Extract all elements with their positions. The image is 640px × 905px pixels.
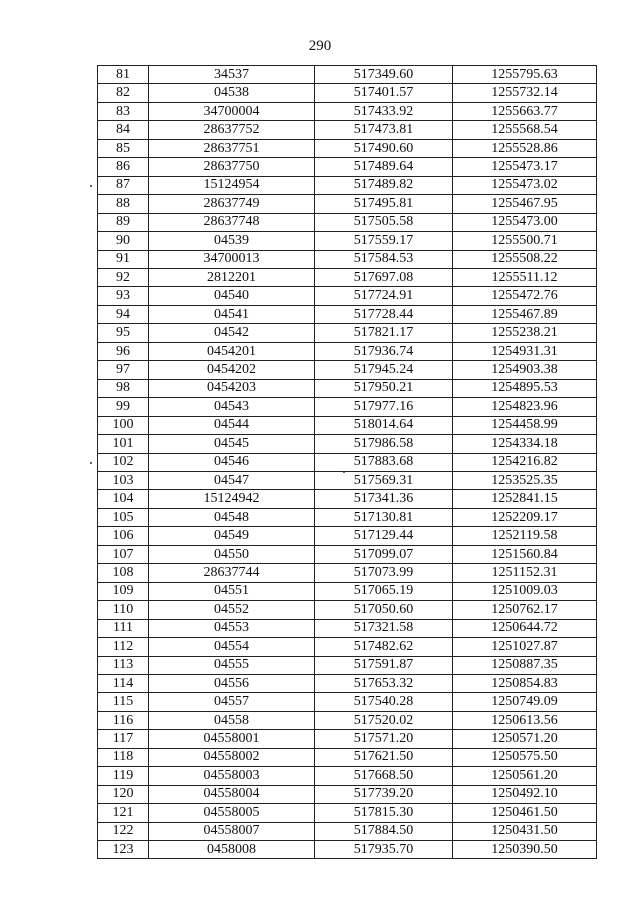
point-id-cell: 04543 [149, 398, 315, 416]
point-number-cell: 96 [98, 342, 149, 360]
x-coordinate-cell: 517653.32 [315, 674, 453, 692]
y-coordinate-cell: 1255528.86 [453, 139, 597, 157]
x-coordinate-cell: 517050.60 [315, 601, 453, 619]
point-number-cell: 84 [98, 121, 149, 139]
page-number: 290 [308, 38, 332, 54]
table-row [98, 158, 597, 176]
table-row [98, 398, 597, 416]
point-id-cell: 04558004 [149, 785, 315, 803]
point-id-cell: 04544 [149, 416, 315, 434]
table-row [98, 638, 597, 656]
table-row [98, 804, 597, 822]
point-number-cell: 119 [98, 767, 149, 785]
table-row [98, 213, 597, 231]
x-coordinate-cell: 517935.70 [315, 841, 453, 859]
point-number-cell: 90 [98, 232, 149, 250]
point-number-cell: 88 [98, 195, 149, 213]
y-coordinate-cell: 1252841.15 [453, 490, 597, 508]
y-coordinate-cell: 1255467.89 [453, 305, 597, 323]
x-coordinate-cell: 517473.81 [315, 121, 453, 139]
y-coordinate-cell: 1250854.83 [453, 674, 597, 692]
point-id-cell: 34537 [149, 66, 315, 84]
x-coordinate-cell: 517490.60 [315, 139, 453, 157]
point-id-cell: 04542 [149, 324, 315, 342]
y-coordinate-cell: 1250461.50 [453, 804, 597, 822]
y-coordinate-cell: 1250492.10 [453, 785, 597, 803]
x-coordinate-cell: 517821.17 [315, 324, 453, 342]
x-coordinate-cell: 517724.91 [315, 287, 453, 305]
y-coordinate-cell: 1255568.54 [453, 121, 597, 139]
x-coordinate-cell: 517065.19 [315, 582, 453, 600]
x-coordinate-cell: 517883.68 [315, 453, 453, 471]
table-row [98, 748, 597, 766]
scan-speck [90, 185, 92, 187]
point-number-cell: 83 [98, 102, 149, 120]
y-coordinate-cell: 1255511.12 [453, 268, 597, 286]
point-number-cell: 117 [98, 730, 149, 748]
x-coordinate-cell: 517349.60 [315, 66, 453, 84]
table-row [98, 601, 597, 619]
y-coordinate-cell: 1254458.99 [453, 416, 597, 434]
point-id-cell: 04558003 [149, 767, 315, 785]
point-id-cell: 04548 [149, 508, 315, 526]
table-row [98, 121, 597, 139]
point-number-cell: 107 [98, 545, 149, 563]
y-coordinate-cell: 1252119.58 [453, 527, 597, 545]
table-row [98, 841, 597, 859]
point-number-cell: 89 [98, 213, 149, 231]
point-id-cell: 34700004 [149, 102, 315, 120]
table-row [98, 416, 597, 434]
y-coordinate-cell: 1250887.35 [453, 656, 597, 674]
x-coordinate-cell: 517321.58 [315, 619, 453, 637]
y-coordinate-cell: 1251152.31 [453, 564, 597, 582]
table-row [98, 84, 597, 102]
table-row [98, 102, 597, 120]
point-id-cell: 04558005 [149, 804, 315, 822]
x-coordinate-cell: 517495.81 [315, 195, 453, 213]
x-coordinate-cell: 517936.74 [315, 342, 453, 360]
point-number-cell: 100 [98, 416, 149, 434]
table-row [98, 490, 597, 508]
point-id-cell: 04545 [149, 435, 315, 453]
point-id-cell: 04550 [149, 545, 315, 563]
y-coordinate-cell: 1252209.17 [453, 508, 597, 526]
point-number-cell: 93 [98, 287, 149, 305]
y-coordinate-cell: 1250561.20 [453, 767, 597, 785]
y-coordinate-cell: 1251009.03 [453, 582, 597, 600]
x-coordinate-cell: 517559.17 [315, 232, 453, 250]
point-number-cell: 98 [98, 379, 149, 397]
x-coordinate-cell: 517950.21 [315, 379, 453, 397]
point-id-cell: 0458008 [149, 841, 315, 859]
y-coordinate-cell: 1254903.38 [453, 361, 597, 379]
x-coordinate-cell: 517073.99 [315, 564, 453, 582]
y-coordinate-cell: 1254216.82 [453, 453, 597, 471]
x-coordinate-cell: 517697.08 [315, 268, 453, 286]
table-row [98, 656, 597, 674]
x-coordinate-cell: 517433.92 [315, 102, 453, 120]
x-coordinate-cell: 517739.20 [315, 785, 453, 803]
y-coordinate-cell: 1253525.35 [453, 471, 597, 489]
table-row [98, 342, 597, 360]
point-id-cell: 04553 [149, 619, 315, 637]
point-id-cell: 04549 [149, 527, 315, 545]
y-coordinate-cell: 1250644.72 [453, 619, 597, 637]
point-id-cell: 0454203 [149, 379, 315, 397]
table-row [98, 471, 597, 489]
point-id-cell: 28637749 [149, 195, 315, 213]
y-coordinate-cell: 1250431.50 [453, 822, 597, 840]
point-id-cell: 28637752 [149, 121, 315, 139]
point-id-cell: 04541 [149, 305, 315, 323]
coordinates-table [97, 65, 597, 859]
table-row [98, 508, 597, 526]
x-coordinate-cell: 517482.62 [315, 638, 453, 656]
table-row [98, 564, 597, 582]
y-coordinate-cell: 1250613.56 [453, 711, 597, 729]
point-number-cell: 113 [98, 656, 149, 674]
point-id-cell: 04552 [149, 601, 315, 619]
x-coordinate-cell: 517489.64 [315, 158, 453, 176]
point-number-cell: 94 [98, 305, 149, 323]
point-id-cell: 28637748 [149, 213, 315, 231]
y-coordinate-cell: 1250575.50 [453, 748, 597, 766]
table-row [98, 453, 597, 471]
y-coordinate-cell: 1255795.63 [453, 66, 597, 84]
x-coordinate-cell: 517129.44 [315, 527, 453, 545]
y-coordinate-cell: 1255500.71 [453, 232, 597, 250]
table-row [98, 268, 597, 286]
x-coordinate-cell: 517520.02 [315, 711, 453, 729]
x-coordinate-cell: 517489.82 [315, 176, 453, 194]
point-id-cell: 15124942 [149, 490, 315, 508]
point-number-cell: 110 [98, 601, 149, 619]
coordinates-table-body [98, 66, 597, 859]
x-coordinate-cell: 517569.31 [315, 471, 453, 489]
y-coordinate-cell: 1254823.96 [453, 398, 597, 416]
y-coordinate-cell: 1251027.87 [453, 638, 597, 656]
table-row [98, 287, 597, 305]
y-coordinate-cell: 1255473.02 [453, 176, 597, 194]
point-id-cell: 04556 [149, 674, 315, 692]
x-coordinate-cell: 517621.50 [315, 748, 453, 766]
y-coordinate-cell: 1250390.50 [453, 841, 597, 859]
point-number-cell: 105 [98, 508, 149, 526]
table-row [98, 527, 597, 545]
point-id-cell: 28637750 [149, 158, 315, 176]
x-coordinate-cell: 517584.53 [315, 250, 453, 268]
point-number-cell: 118 [98, 748, 149, 766]
table-row [98, 379, 597, 397]
scan-speck [90, 462, 92, 464]
point-number-cell: 121 [98, 804, 149, 822]
point-number-cell: 111 [98, 619, 149, 637]
point-number-cell: 95 [98, 324, 149, 342]
y-coordinate-cell: 1254334.18 [453, 435, 597, 453]
point-id-cell: 04558007 [149, 822, 315, 840]
point-id-cell: 04554 [149, 638, 315, 656]
point-id-cell: 04558002 [149, 748, 315, 766]
point-number-cell: 112 [98, 638, 149, 656]
point-id-cell: 04540 [149, 287, 315, 305]
y-coordinate-cell: 1250571.20 [453, 730, 597, 748]
table-row [98, 139, 597, 157]
point-id-cell: 04538 [149, 84, 315, 102]
point-number-cell: 86 [98, 158, 149, 176]
y-coordinate-cell: 1254895.53 [453, 379, 597, 397]
y-coordinate-cell: 1255467.95 [453, 195, 597, 213]
x-coordinate-cell: 517591.87 [315, 656, 453, 674]
y-coordinate-cell: 1255663.77 [453, 102, 597, 120]
x-coordinate-cell: 517986.58 [315, 435, 453, 453]
point-number-cell: 116 [98, 711, 149, 729]
table-row [98, 785, 597, 803]
y-coordinate-cell: 1255508.22 [453, 250, 597, 268]
x-coordinate-cell: 517505.58 [315, 213, 453, 231]
point-number-cell: 99 [98, 398, 149, 416]
point-id-cell: 04546 [149, 453, 315, 471]
x-coordinate-cell: 517540.28 [315, 693, 453, 711]
point-id-cell: 04547 [149, 471, 315, 489]
point-number-cell: 104 [98, 490, 149, 508]
table-row [98, 822, 597, 840]
point-number-cell: 101 [98, 435, 149, 453]
table-row [98, 250, 597, 268]
x-coordinate-cell: 517977.16 [315, 398, 453, 416]
y-coordinate-cell: 1255238.21 [453, 324, 597, 342]
point-number-cell: 106 [98, 527, 149, 545]
y-coordinate-cell: 1255472.76 [453, 287, 597, 305]
table-row [98, 619, 597, 637]
point-number-cell: 120 [98, 785, 149, 803]
table-row [98, 176, 597, 194]
y-coordinate-cell: 1250749.09 [453, 693, 597, 711]
x-coordinate-cell: 517571.20 [315, 730, 453, 748]
table-row [98, 195, 597, 213]
point-id-cell: 04557 [149, 693, 315, 711]
point-id-cell: 2812201 [149, 268, 315, 286]
point-number-cell: 85 [98, 139, 149, 157]
y-coordinate-cell: 1251560.84 [453, 545, 597, 563]
point-id-cell: 28637744 [149, 564, 315, 582]
point-number-cell: 123 [98, 841, 149, 859]
point-number-cell: 87 [98, 176, 149, 194]
point-number-cell: 91 [98, 250, 149, 268]
table-row [98, 324, 597, 342]
x-coordinate-cell: 517884.50 [315, 822, 453, 840]
point-number-cell: 114 [98, 674, 149, 692]
point-number-cell: 115 [98, 693, 149, 711]
x-coordinate-cell: 517668.50 [315, 767, 453, 785]
point-id-cell: 04558 [149, 711, 315, 729]
point-id-cell: 0454202 [149, 361, 315, 379]
point-id-cell: 28637751 [149, 139, 315, 157]
x-coordinate-cell: 517815.30 [315, 804, 453, 822]
x-coordinate-cell: 517728.44 [315, 305, 453, 323]
point-number-cell: 103 [98, 471, 149, 489]
table-row [98, 232, 597, 250]
point-id-cell: 15124954 [149, 176, 315, 194]
x-coordinate-cell: 518014.64 [315, 416, 453, 434]
table-row [98, 582, 597, 600]
table-row [98, 711, 597, 729]
table-row [98, 545, 597, 563]
scan-speck [343, 471, 345, 473]
point-id-cell: 04555 [149, 656, 315, 674]
point-number-cell: 97 [98, 361, 149, 379]
point-number-cell: 81 [98, 66, 149, 84]
table-row [98, 435, 597, 453]
x-coordinate-cell: 517945.24 [315, 361, 453, 379]
y-coordinate-cell: 1250762.17 [453, 601, 597, 619]
point-number-cell: 102 [98, 453, 149, 471]
y-coordinate-cell: 1255732.14 [453, 84, 597, 102]
x-coordinate-cell: 517341.36 [315, 490, 453, 508]
point-number-cell: 122 [98, 822, 149, 840]
point-id-cell: 04558001 [149, 730, 315, 748]
table-row [98, 674, 597, 692]
x-coordinate-cell: 517130.81 [315, 508, 453, 526]
table-row [98, 305, 597, 323]
point-id-cell: 04551 [149, 582, 315, 600]
table-row [98, 361, 597, 379]
point-id-cell: 34700013 [149, 250, 315, 268]
y-coordinate-cell: 1255473.17 [453, 158, 597, 176]
point-number-cell: 109 [98, 582, 149, 600]
point-number-cell: 82 [98, 84, 149, 102]
point-id-cell: 0454201 [149, 342, 315, 360]
table-row [98, 693, 597, 711]
x-coordinate-cell: 517099.07 [315, 545, 453, 563]
table-row [98, 730, 597, 748]
x-coordinate-cell: 517401.57 [315, 84, 453, 102]
point-number-cell: 92 [98, 268, 149, 286]
y-coordinate-cell: 1255473.00 [453, 213, 597, 231]
point-number-cell: 108 [98, 564, 149, 582]
table-row [98, 66, 597, 84]
point-id-cell: 04539 [149, 232, 315, 250]
y-coordinate-cell: 1254931.31 [453, 342, 597, 360]
table-row [98, 767, 597, 785]
